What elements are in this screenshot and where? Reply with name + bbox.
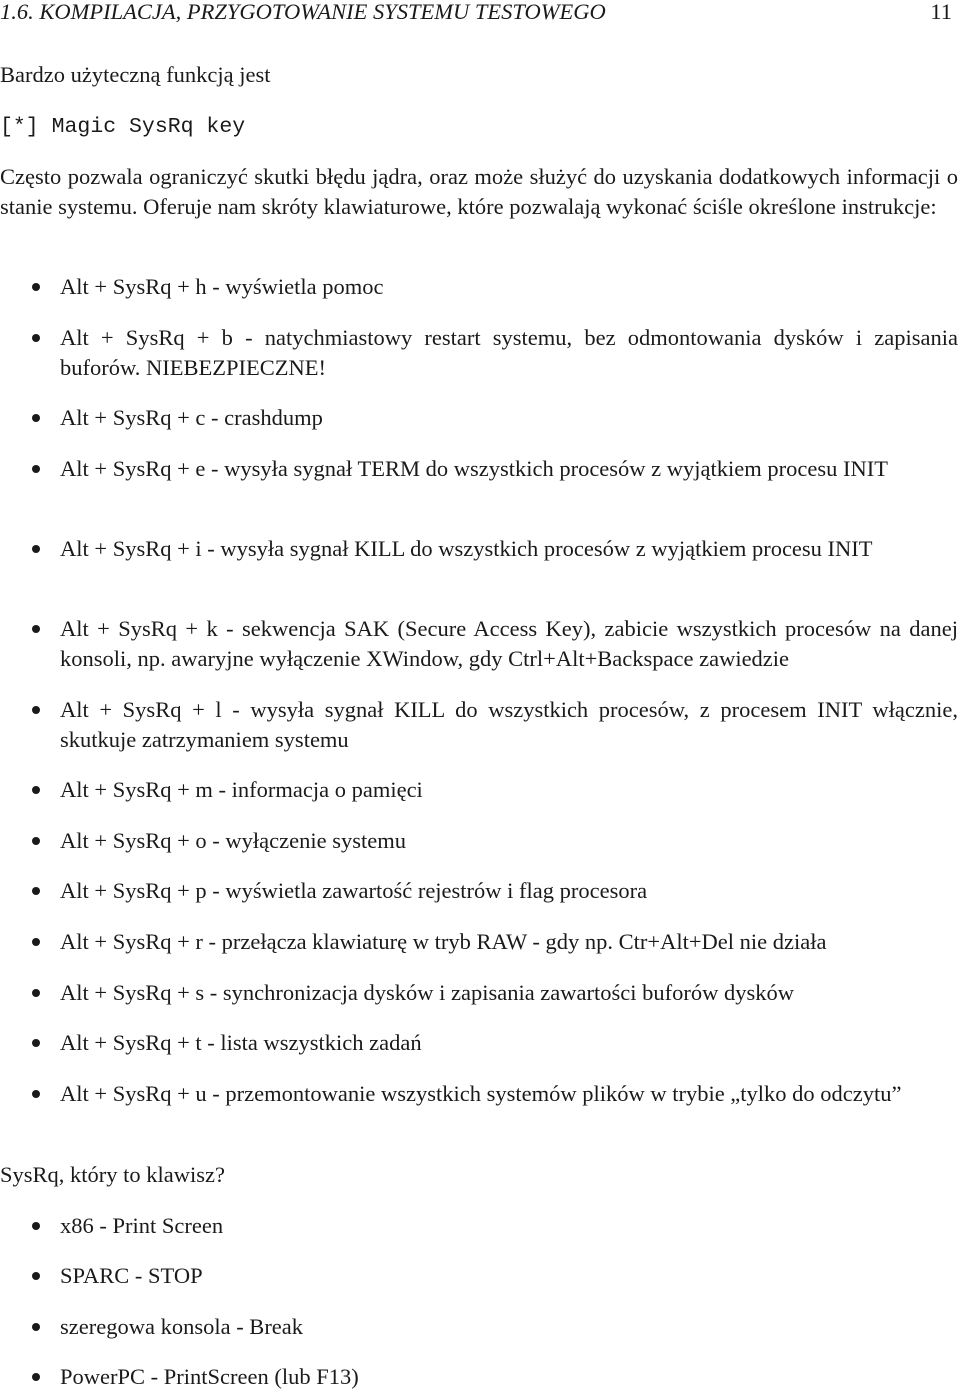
- list-item-text: Alt + SysRq + m - informacja o pamięci: [60, 777, 423, 802]
- list-item: [60, 1362, 958, 1392]
- section-title: 1.6. KOMPILACJA, PRZYGOTOWANIE SYSTEMU TESTOWEGO: [0, 0, 606, 24]
- bullet-icon: [32, 1039, 40, 1047]
- list-item: [60, 272, 958, 302]
- list-item: [60, 876, 958, 906]
- list-item: [60, 534, 958, 564]
- bullet-icon: [32, 1090, 40, 1098]
- list-item: [60, 978, 958, 1008]
- list-item-text: x86 - Print Screen: [60, 1213, 224, 1238]
- list-item-text: Alt + SysRq + b - natychmiastowy restart systemu, bez odmontowania dysków i zapisania buforów. NIEBEZPIECZNE!: [60, 325, 958, 380]
- list-item: [60, 1079, 958, 1109]
- bullet-icon: [32, 414, 40, 422]
- bullet-icon: [32, 1272, 40, 1280]
- intro-text: Bardzo użyteczną funkcją jest: [0, 62, 271, 87]
- list-item-text: Alt + SysRq + t - lista wszystkich zadań: [60, 1030, 422, 1055]
- list-item-text: Alt + SysRq + c - crashdump: [60, 405, 323, 430]
- list-item-text: Alt + SysRq + i - wysyła sygnał KILL do wszystkich procesów z wyjątkiem procesu INIT: [60, 536, 873, 561]
- list-item-text: Alt + SysRq + r - przełącza klawiaturę w tryb RAW - gdy np. Ctr+Alt+Del nie działa: [60, 929, 827, 954]
- list-item: [60, 1211, 958, 1241]
- bullet-icon: [32, 837, 40, 845]
- config-option-code: [*] Magic SysRq key: [0, 115, 246, 139]
- list-item-text: Alt + SysRq + l - wysyła sygnał KILL do wszystkich procesów, z procesem INIT włącznie, skutkuje zatrzymaniem systemu: [60, 697, 958, 752]
- list-item-text: Alt + SysRq + s - synchronizacja dysków i zapisania zawartości buforów dysków: [60, 980, 794, 1005]
- description-paragraph: Często pozwala ograniczyć skutki błędu jądra, oraz może służyć do uzyskania dodatkowych informacji o stanie systemu. Oferuje nam skróty klawiaturowe, które pozwalają wykonać ściśle określone instrukcje:: [0, 164, 958, 219]
- list-item: [60, 927, 958, 957]
- list-item-text: Alt + SysRq + p - wyświetla zawartość rejestrów i flag procesora: [60, 878, 648, 903]
- bullet-icon: [32, 334, 40, 342]
- bullet-icon: [32, 283, 40, 291]
- bullet-icon: [32, 545, 40, 553]
- bullet-icon: [32, 625, 40, 633]
- list-item-text: Alt + SysRq + e - wysyła sygnał TERM do wszystkich procesów z wyjątkiem procesu INIT: [60, 456, 888, 481]
- list-item: [60, 614, 958, 674]
- list-item-text: szeregowa konsola - Break: [60, 1314, 304, 1339]
- bullet-icon: [32, 465, 40, 473]
- list-item: [60, 1028, 958, 1058]
- list-item-text: Alt + SysRq + u - przemontowanie wszystkich systemów plików w trybie „tylko do odczytu”: [60, 1081, 902, 1106]
- bullet-icon: [32, 1222, 40, 1230]
- bullet-icon: [32, 1323, 40, 1331]
- sysrq-question: SysRq, który to klawisz?: [0, 1162, 225, 1187]
- bullet-icon: [32, 1373, 40, 1381]
- list-item-text: SPARC - STOP: [60, 1263, 203, 1288]
- list-item: [60, 1261, 958, 1291]
- list-item-text: Alt + SysRq + o - wyłączenie systemu: [60, 828, 406, 853]
- bullet-icon: [32, 938, 40, 946]
- list-item: [60, 695, 958, 755]
- list-item: [60, 454, 958, 484]
- list-item: [60, 775, 958, 805]
- list-item: [60, 826, 958, 856]
- page-header: [0, 0, 960, 27]
- bullet-icon: [32, 887, 40, 895]
- list-item-text: Alt + SysRq + h - wyświetla pomoc: [60, 274, 384, 299]
- bullet-icon: [32, 786, 40, 794]
- list-item-text: Alt + SysRq + k - sekwencja SAK (Secure Access Key), zabicie wszystkich procesów na danej konsoli, np. awaryjne wyłączenie XWindow, gdy Ctrl+Alt+Backspace zawiedzie: [60, 616, 958, 671]
- list-item: [60, 403, 958, 433]
- list-item: [60, 1312, 958, 1342]
- bullet-icon: [32, 706, 40, 714]
- list-item: [60, 323, 958, 383]
- list-item-text: PowerPC - PrintScreen (lub F13): [60, 1364, 359, 1389]
- bullet-icon: [32, 989, 40, 997]
- page-number: 11: [930, 0, 952, 24]
